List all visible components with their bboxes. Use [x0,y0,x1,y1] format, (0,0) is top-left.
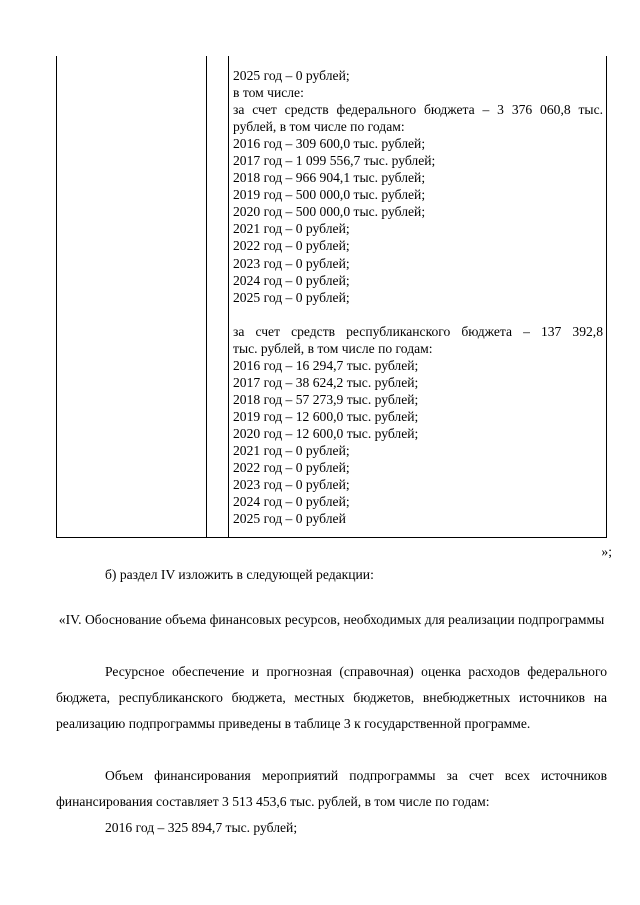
cell-line: за счет средств республиканского бюджета – 137 392,8 [233,323,603,339]
cell-line: 2022 год – 0 рублей; [233,460,350,476]
cell-line: 2018 год – 966 904,1 тыс. рублей; [233,170,426,186]
cell-line: 2020 год – 12 600,0 тыс. рублей; [233,425,419,441]
cell-line: 2017 год – 1 099 556,7 тыс. рублей; [233,153,436,169]
cell-line: 2019 год – 12 600,0 тыс. рублей; [233,408,419,424]
paragraph-resources: Ресурсное обеспечение и прогнозная (справочная) оценка расходов федерального бюджета, республиканского бюджета, местных бюджетов, внебюджетных источников на реализацию подпрограммы приведены в таблице 3 к государственной программе. [56,664,607,731]
cell-line: 2023 год – 0 рублей; [233,477,350,493]
cell-line: 2021 год – 0 рублей; [233,221,350,237]
section-heading: «IV. Обоснование объема финансовых ресурсов, необходимых для реализации подпрограммы [58,612,605,627]
cell-line: за счет средств федерального бюджета – 3 376 060,8 тыс. [233,102,603,118]
cell-line: 2019 год – 500 000,0 тыс. рублей; [233,187,426,203]
cell-line: 2025 год – 0 рублей; [233,68,350,83]
closing-quote-mark: »; [601,544,612,559]
cell-line: 2016 год – 16 294,7 тыс. рублей; [233,357,419,373]
cell-line: 2016 год – 309 600,0 тыс. рублей; [233,136,426,152]
cell-line: 2023 год – 0 рублей; [233,255,350,271]
cell-line: 2022 год – 0 рублей; [233,238,350,254]
paragraph-total-financing: Объем финансирования мероприятий подпрограммы за счет всех источников финансирования составляет 3 513 453,6 тыс. рублей, в том числе по годам: [56,768,607,809]
paragraph-year-2016: 2016 год – 325 894,7 тыс. рублей; [105,820,298,835]
cell-line: 2025 год – 0 рублей; [233,289,350,305]
table-column-divider [206,56,207,537]
cell-line: 2021 год – 0 рублей; [233,443,350,459]
cell-line: рублей, в том числе по годам: [233,119,405,135]
blank-line [233,306,603,323]
financing-table [56,56,607,538]
table-column-divider [228,56,229,537]
cell-line: 2020 год – 500 000,0 тыс. рублей; [233,204,426,220]
cell-line: 2024 год – 0 рублей; [233,272,350,288]
cell-line: 2024 год – 0 рублей; [233,494,350,510]
cell-line: 2025 год – 0 рублей [233,511,346,527]
cell-line: тыс. рублей, в том числе по годам: [233,340,433,356]
cell-line: в том числе: [233,85,304,101]
cell-line: 2018 год – 57 273,9 тыс. рублей; [233,391,419,407]
cell-line: 2017 год – 38 624,2 тыс. рублей; [233,374,419,390]
item-b-text: б) раздел IV изложить в следующей редакции: [105,567,374,582]
table-cell-financing-text [233,67,603,527]
